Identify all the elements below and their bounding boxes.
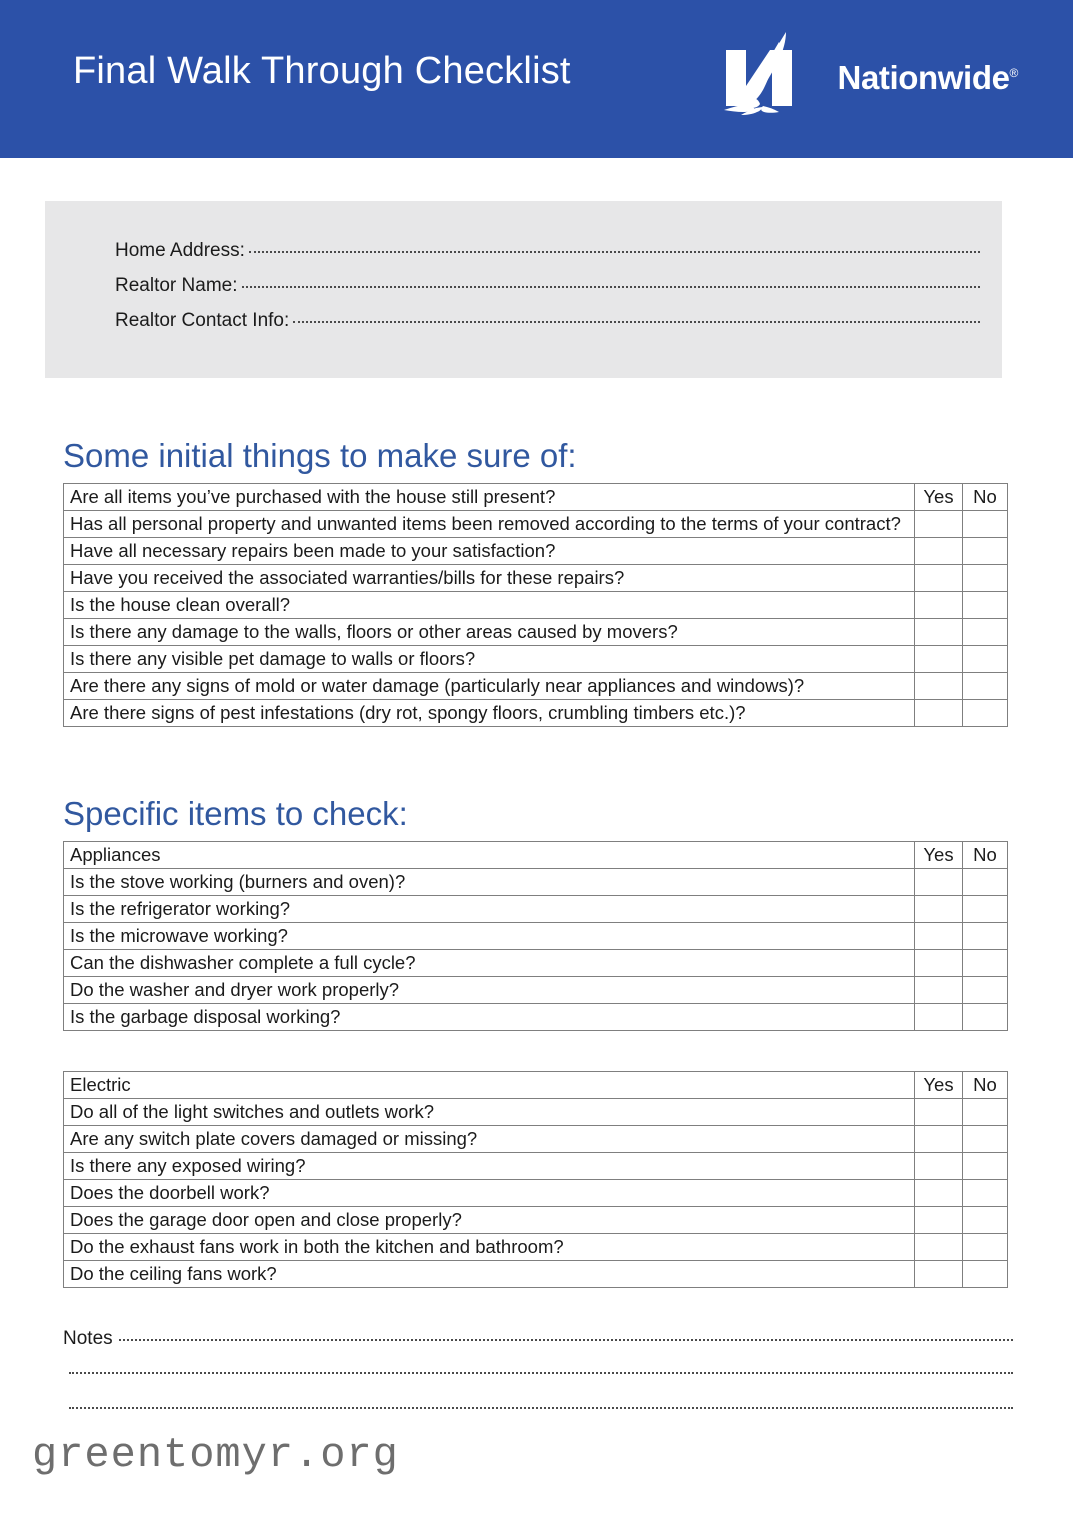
table-row <box>64 1099 1008 1126</box>
table-row <box>64 619 1008 646</box>
notes-input-line[interactable] <box>69 1363 1013 1377</box>
initial-checks-table <box>63 483 1008 727</box>
no-checkbox-cell[interactable] <box>963 1234 1008 1261</box>
question-cell: Are any switch plate covers damaged or missing? <box>64 1126 915 1153</box>
page-header-banner <box>0 0 1073 158</box>
no-checkbox-cell[interactable] <box>963 977 1008 1004</box>
yes-checkbox-cell[interactable] <box>915 896 963 923</box>
notes-line-1 <box>63 1328 1013 1363</box>
table-row <box>64 484 1008 511</box>
section-heading-initial-things: Some initial things to make sure of: <box>63 437 577 474</box>
table-header-row <box>64 842 1008 869</box>
table-row <box>64 950 1008 977</box>
yes-checkbox-cell[interactable] <box>915 1234 963 1261</box>
no-checkbox-cell[interactable] <box>963 673 1008 700</box>
question-cell: Is there any visible pet damage to walls or floors? <box>64 646 915 673</box>
yes-checkbox-cell[interactable] <box>915 869 963 896</box>
table-row <box>64 1153 1008 1180</box>
home-address-field-row <box>115 240 980 262</box>
no-checkbox-cell[interactable] <box>963 511 1008 538</box>
question-cell: Does the doorbell work? <box>64 1180 915 1207</box>
no-checkbox-cell[interactable] <box>963 1261 1008 1288</box>
table-row <box>64 592 1008 619</box>
home-address-input-line[interactable] <box>249 242 980 256</box>
question-cell: Is there any damage to the walls, floors or other areas caused by movers? <box>64 619 915 646</box>
question-cell: Is the microwave working? <box>64 923 915 950</box>
page-title: Final Walk Through Checklist <box>73 50 571 92</box>
notes-line-3 <box>63 1398 1013 1433</box>
table-row <box>64 869 1008 896</box>
realtor-contact-input-line[interactable] <box>293 312 980 326</box>
question-cell: Is there any exposed wiring? <box>64 1153 915 1180</box>
column-header-no: No <box>963 842 1008 869</box>
table-header-row <box>64 1072 1008 1099</box>
no-checkbox-cell[interactable] <box>963 700 1008 727</box>
no-checkbox-cell[interactable] <box>963 1099 1008 1126</box>
source-watermark: greentomyr.org <box>32 1431 399 1479</box>
table-row <box>64 511 1008 538</box>
realtor-name-field-row <box>115 275 980 297</box>
question-cell: Are there any signs of mold or water damage (particularly near appliances and windows)? <box>64 673 915 700</box>
question-cell: Is the house clean overall? <box>64 592 915 619</box>
realtor-contact-field-row <box>115 310 980 332</box>
yes-checkbox-cell[interactable] <box>915 511 963 538</box>
yes-checkbox-cell[interactable] <box>915 619 963 646</box>
question-cell: Is the garbage disposal working? <box>64 1004 915 1031</box>
column-header-yes: Yes <box>915 842 963 869</box>
column-header-yes: Yes <box>915 1072 963 1099</box>
no-checkbox-cell[interactable] <box>963 1126 1008 1153</box>
notes-input-line[interactable] <box>69 1398 1013 1412</box>
table-row <box>64 565 1008 592</box>
table-row <box>64 1126 1008 1153</box>
yes-checkbox-cell[interactable] <box>915 1153 963 1180</box>
category-label-appliances: Appliances <box>64 842 915 869</box>
realtor-name-label: Realtor Name: <box>115 275 238 296</box>
no-checkbox-cell[interactable] <box>963 565 1008 592</box>
column-header-no: No <box>963 484 1008 511</box>
table-row <box>64 1180 1008 1207</box>
no-checkbox-cell[interactable] <box>963 538 1008 565</box>
table-row <box>64 923 1008 950</box>
no-checkbox-cell[interactable] <box>963 1207 1008 1234</box>
yes-checkbox-cell[interactable] <box>915 592 963 619</box>
question-cell: Are all items you’ve purchased with the house still present? <box>64 484 915 511</box>
yes-checkbox-cell[interactable] <box>915 538 963 565</box>
question-cell: Have all necessary repairs been made to your satisfaction? <box>64 538 915 565</box>
table-row <box>64 700 1008 727</box>
table-row <box>64 646 1008 673</box>
category-label-electric: Electric <box>64 1072 915 1099</box>
yes-checkbox-cell[interactable] <box>915 1261 963 1288</box>
yes-checkbox-cell[interactable] <box>915 977 963 1004</box>
question-cell: Have you received the associated warranties/bills for these repairs? <box>64 565 915 592</box>
question-cell: Is the refrigerator working? <box>64 896 915 923</box>
column-header-yes: Yes <box>915 484 963 511</box>
section-heading-specific-items: Specific items to check: <box>63 795 408 832</box>
question-cell: Does the garage door open and close properly? <box>64 1207 915 1234</box>
notes-input-line[interactable] <box>119 1330 1013 1344</box>
table-row <box>64 1004 1008 1031</box>
table-row <box>64 896 1008 923</box>
electric-checks-table <box>63 1071 1008 1288</box>
no-checkbox-cell[interactable] <box>963 896 1008 923</box>
question-cell: Has all personal property and unwanted items been removed according to the terms of your contract? <box>64 511 915 538</box>
yes-checkbox-cell[interactable] <box>915 1207 963 1234</box>
table-row <box>64 1207 1008 1234</box>
property-info-box <box>45 201 1002 378</box>
no-checkbox-cell[interactable] <box>963 619 1008 646</box>
yes-checkbox-cell[interactable] <box>915 673 963 700</box>
no-checkbox-cell[interactable] <box>963 950 1008 977</box>
realtor-contact-label: Realtor Contact Info: <box>115 310 290 331</box>
home-address-label: Home Address: <box>115 240 245 261</box>
notes-line-2 <box>63 1363 1013 1398</box>
logo-word-text: Nationwide <box>837 59 1010 96</box>
no-checkbox-cell[interactable] <box>963 1004 1008 1031</box>
notes-section <box>63 1328 1013 1433</box>
no-checkbox-cell[interactable] <box>963 1180 1008 1207</box>
no-checkbox-cell[interactable] <box>963 869 1008 896</box>
no-checkbox-cell[interactable] <box>963 646 1008 673</box>
table-row <box>64 977 1008 1004</box>
no-checkbox-cell[interactable] <box>963 592 1008 619</box>
question-cell: Are there signs of pest infestations (dry rot, spongy floors, crumbling timbers etc.)? <box>64 700 915 727</box>
notes-label: Notes <box>63 1328 113 1349</box>
nationwide-eagle-n-icon <box>716 28 824 128</box>
appliances-checks-table <box>63 841 1008 1031</box>
table-row <box>64 1261 1008 1288</box>
yes-checkbox-cell[interactable] <box>915 1004 963 1031</box>
yes-checkbox-cell[interactable] <box>915 700 963 727</box>
question-cell: Do the ceiling fans work? <box>64 1261 915 1288</box>
yes-checkbox-cell[interactable] <box>915 950 963 977</box>
column-header-no: No <box>963 1072 1008 1099</box>
question-cell: Can the dishwasher complete a full cycle? <box>64 950 915 977</box>
nationwide-wordmark <box>838 59 1018 97</box>
table-row <box>64 673 1008 700</box>
question-cell: Is the stove working (burners and oven)? <box>64 869 915 896</box>
question-cell: Do all of the light switches and outlets work? <box>64 1099 915 1126</box>
no-checkbox-cell[interactable] <box>963 923 1008 950</box>
nationwide-logo <box>716 28 1018 128</box>
yes-checkbox-cell[interactable] <box>915 923 963 950</box>
yes-checkbox-cell[interactable] <box>915 1126 963 1153</box>
yes-checkbox-cell[interactable] <box>915 646 963 673</box>
registered-mark: ® <box>1009 66 1018 80</box>
question-cell: Do the washer and dryer work properly? <box>64 977 915 1004</box>
yes-checkbox-cell[interactable] <box>915 1180 963 1207</box>
realtor-name-input-line[interactable] <box>242 277 981 291</box>
table-row <box>64 1234 1008 1261</box>
yes-checkbox-cell[interactable] <box>915 1099 963 1126</box>
no-checkbox-cell[interactable] <box>963 1153 1008 1180</box>
question-cell: Do the exhaust fans work in both the kitchen and bathroom? <box>64 1234 915 1261</box>
yes-checkbox-cell[interactable] <box>915 565 963 592</box>
table-row <box>64 538 1008 565</box>
